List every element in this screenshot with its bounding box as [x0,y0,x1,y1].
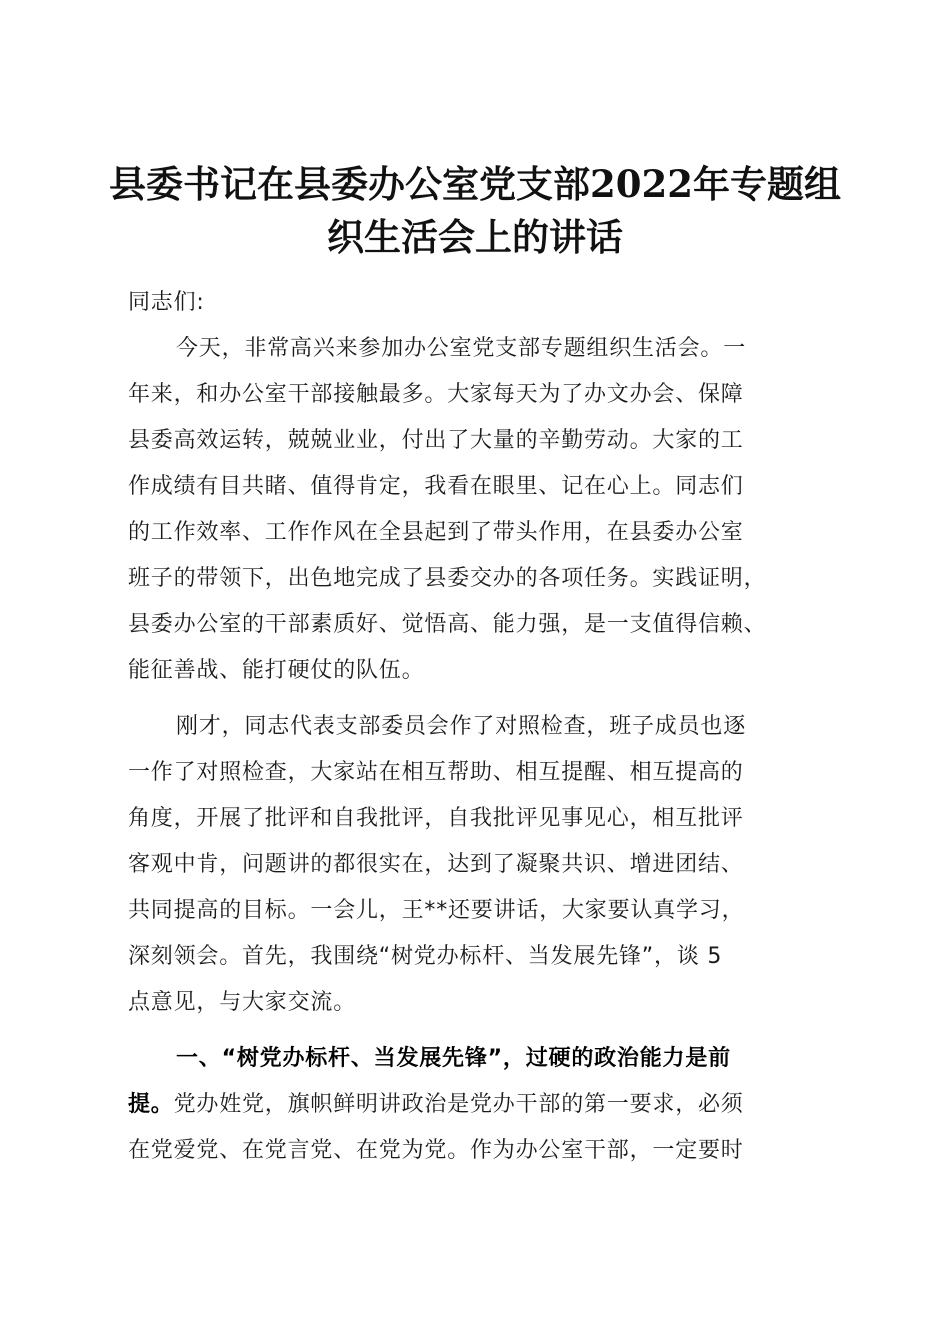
section-heading: 一、“树党办标杆、当发展先锋”，过硬的政治能力是前 [176,1046,731,1071]
paragraph-line: 作成绩有目共睹、值得肯定，我看在眼里、记在心上。同志们 [128,474,744,499]
section-text: 党办姓党，旗帜鲜明讲政治是党办干部的第一要求，必须 [173,1092,744,1117]
paragraph-line: 在党爱党、在党言党、在党为党。作为办公室干部，一定要时 [128,1138,744,1163]
paragraph-line: 共同提高的目标。一会儿，王**还要讲话，大家要认真学习， [128,898,745,923]
document-title [100,158,850,264]
section-heading-end: 提。 [128,1092,174,1117]
title-line-2: 织生活会上的讲话 [327,215,623,259]
paragraph-line [128,1082,828,1128]
paragraph-line: 刚才，同志代表支部委员会作了对照检查，班子成员也逐 [176,714,747,739]
salutation: 同志们: [128,290,205,315]
paragraph-line: 一作了对照检查，大家站在相互帮助、相互提醒、相互提高的 [128,760,744,785]
paragraph-line: 客观中肯，问题讲的都很实在，达到了凝聚共识、增进团结、 [128,852,744,877]
paragraph-line: 的工作效率、工作作风在全县起到了带头作用，在县委办公室 [128,520,744,545]
paragraph-line: 角度，开展了批评和自我批评，自我批评见事见心，相互批评 [128,806,744,831]
paragraph-spacer [128,1026,828,1036]
section-one [128,1036,828,1174]
document-body [128,280,828,1174]
paragraph-line: 点意见，与大家交流。 [128,990,357,1015]
paragraph-spacer [128,694,828,704]
paragraph-line: 能征善战、能打硬仗的队伍。 [128,658,425,683]
paragraph-line: 班子的带领下，出色地完成了县委交办的各项任务。实践证明， [128,566,767,591]
paragraph-line: 县委高效运转，兢兢业业，付出了大量的辛勤劳动。大家的工 [128,428,744,453]
title-line-1: 县委书记在县委办公室党支部2022年专题组 [109,162,841,206]
paragraph-line: 县委办公室的干部素质好、觉悟高、能力强，是一支值得信赖、 [128,612,767,637]
paragraph-review [128,704,828,1026]
paragraph-line: 今天，非常高兴来参加办公室党支部专题组织生活会。一 [176,336,747,361]
paragraph-line: 深刻领会。首先，我围绕“树党办标杆、当发展先锋”，谈 5 [128,944,723,969]
paragraph-opening [128,326,828,694]
paragraph-line: 年来，和办公室干部接触最多。大家每天为了办文办会、保障 [128,382,744,407]
